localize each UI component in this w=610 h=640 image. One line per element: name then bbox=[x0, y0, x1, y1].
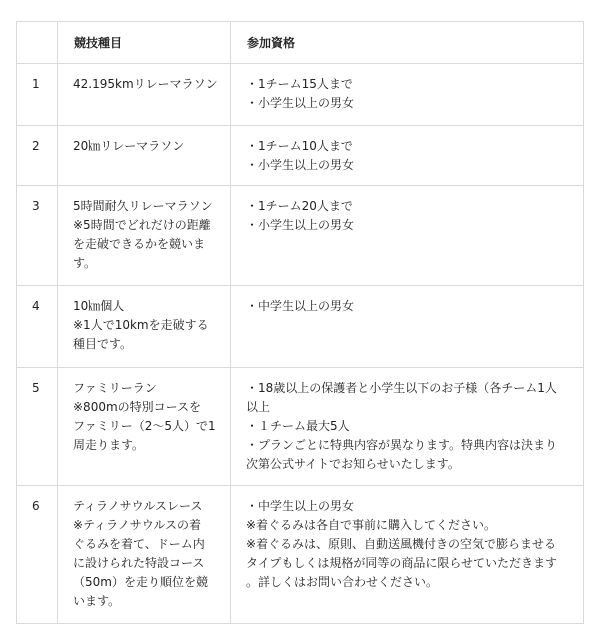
event-line: います。 bbox=[73, 594, 121, 608]
event-line: 42.195kmリレーマラソン bbox=[73, 77, 218, 91]
eligibility-line: ※着ぐるみは各自で事前に購入してください。 bbox=[246, 518, 497, 532]
header-number bbox=[17, 22, 58, 64]
row-number: 6 bbox=[17, 486, 58, 624]
eligibility-line: 。詳しくはお問い合わせください。 bbox=[246, 575, 439, 589]
eligibility-cell bbox=[231, 368, 584, 486]
event-line: に設けられた特設コース bbox=[73, 556, 205, 570]
eligibility-line: ・1チーム10人まで bbox=[246, 139, 353, 153]
event-line: 周走ります。 bbox=[73, 438, 145, 452]
event-line: を走破できるかを競いま bbox=[73, 237, 206, 251]
event-line: す。 bbox=[73, 256, 97, 270]
eligibility-cell bbox=[231, 486, 584, 624]
eligibility-line: ・１チーム最大5人 bbox=[246, 419, 350, 433]
eligibility-line: ・プランごとに特典内容が異なります。特典内容は決まり bbox=[246, 438, 558, 452]
event-line: 5時間耐久リレーマラソン bbox=[73, 199, 213, 213]
event-line: ※5時間でどれだけの距離 bbox=[73, 218, 211, 232]
eligibility-line: ・小学生以上の男女 bbox=[246, 158, 355, 172]
event-cell bbox=[58, 64, 231, 126]
eligibility-line: ・中学生以上の男女 bbox=[246, 499, 355, 513]
eligibility-line: ・1チーム20人まで bbox=[246, 199, 353, 213]
eligibility-cell bbox=[231, 64, 584, 126]
event-line: 20㎞リレーマラソン bbox=[73, 139, 185, 153]
event-cell bbox=[58, 286, 231, 368]
event-cell bbox=[58, 368, 231, 486]
table-row bbox=[17, 286, 584, 368]
events-table bbox=[16, 21, 584, 624]
row-number: 5 bbox=[17, 368, 58, 486]
event-line: （50m）を走り順位を競 bbox=[73, 575, 208, 589]
event-line: ※ティラノサウルスの着 bbox=[73, 518, 202, 532]
eligibility-line: ・1チーム15人まで bbox=[246, 77, 353, 91]
event-line: ぐるみを着て、ドーム内 bbox=[73, 537, 205, 551]
table-row bbox=[17, 368, 584, 486]
eligibility-line: ・小学生以上の男女 bbox=[246, 96, 355, 110]
row-number: 1 bbox=[17, 64, 58, 126]
event-line: 種目です。 bbox=[73, 337, 133, 351]
eligibility-line: 以上 bbox=[246, 400, 271, 414]
header-eligibility: 参加資格 bbox=[231, 22, 584, 64]
table-row bbox=[17, 64, 584, 126]
row-number: 3 bbox=[17, 186, 58, 286]
event-line: 10㎞個人 bbox=[73, 299, 125, 313]
table-header bbox=[17, 22, 584, 64]
event-line: ※800mの特別コースを bbox=[73, 400, 202, 414]
event-line: ※1人で10kmを走破する bbox=[73, 318, 209, 332]
table-row bbox=[17, 486, 584, 624]
row-number: 4 bbox=[17, 286, 58, 368]
event-cell bbox=[58, 186, 231, 286]
eligibility-cell bbox=[231, 286, 584, 368]
event-line: ファミリーラン bbox=[73, 381, 157, 395]
table-body bbox=[17, 64, 584, 624]
event-cell bbox=[58, 126, 231, 186]
event-line: ティラノサウルスレース bbox=[73, 499, 203, 513]
eligibility-cell bbox=[231, 186, 584, 286]
eligibility-line: ・18歳以上の保護者と小学生以下のお子様（各チーム1人 bbox=[246, 381, 557, 395]
eligibility-line: ・中学生以上の男女 bbox=[246, 299, 355, 313]
table-row bbox=[17, 186, 584, 286]
eligibility-cell bbox=[231, 126, 584, 186]
event-line: ファミリー（2～5人）で1 bbox=[73, 419, 216, 433]
header-event: 競技種目 bbox=[58, 22, 231, 64]
eligibility-line: ※着ぐるみは、原則、自動送風機付きの空気で膨らませる bbox=[246, 537, 557, 551]
event-cell bbox=[58, 486, 231, 624]
table-row bbox=[17, 126, 584, 186]
row-number: 2 bbox=[17, 126, 58, 186]
eligibility-line: 次第公式サイトでお知らせいたします。 bbox=[246, 457, 460, 471]
header-row bbox=[17, 22, 584, 64]
eligibility-line: タイプもしくは規格が同等の商品に限らせていただきます bbox=[246, 556, 558, 570]
eligibility-line: ・小学生以上の男女 bbox=[246, 218, 355, 232]
